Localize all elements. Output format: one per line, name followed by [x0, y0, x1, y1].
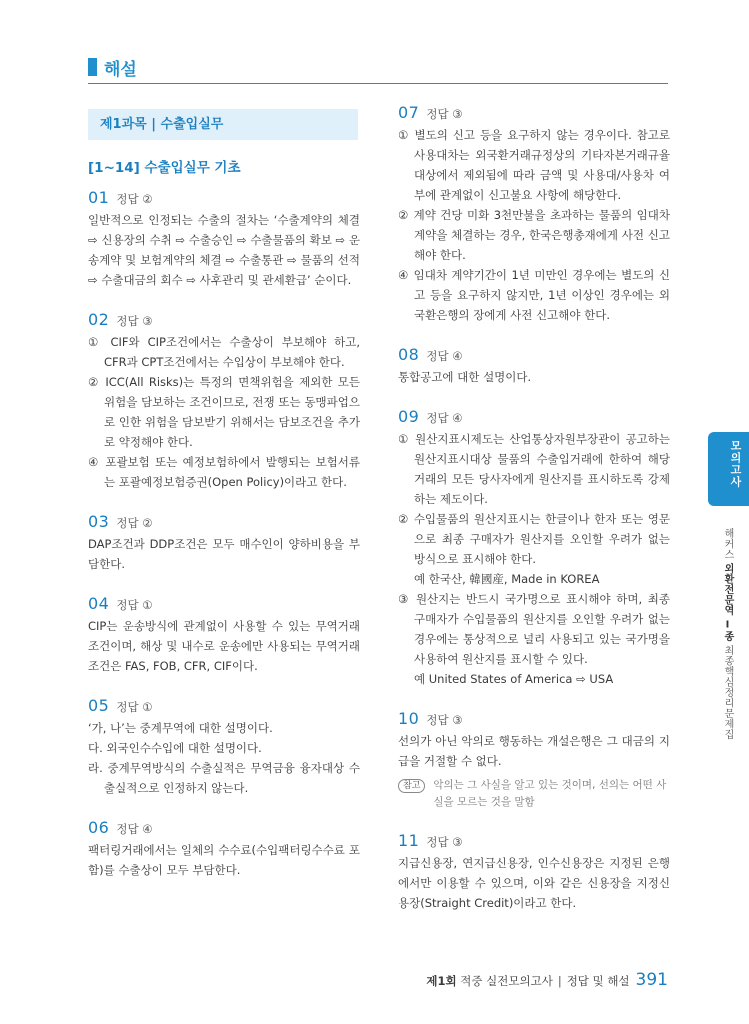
side-book-title — [720, 528, 735, 740]
footer-exam-title: 적중 실전모의고사 — [460, 974, 553, 988]
question-number: 08 — [398, 345, 420, 364]
page-footer — [0, 970, 668, 990]
question-07 — [398, 103, 670, 325]
question-number: 01 — [88, 188, 110, 207]
question-03 — [88, 512, 360, 574]
explanation-item: ④ 포괄보험 또는 예정보험하에서 발행되는 보험서류는 포괄예정보험증권(Open Policy)이라고 한다. — [88, 455, 360, 489]
explanation-text: ‘가, 나’는 중계무역에 대한 설명이다. — [88, 721, 273, 735]
section-header — [88, 54, 668, 84]
question-number: 07 — [398, 103, 420, 122]
explanation-item: ① 원산지표시제도는 산업통상자원부장관이 공고하는 원산지표시대상 물품의 수출입거래에 한하여 해당 거래의 모든 당사자에게 원산지를 표시하도록 강제하는 제도이다. — [398, 432, 670, 506]
side-tab — [708, 432, 749, 506]
question-number: 06 — [88, 818, 110, 837]
question-answer: 정답 ③ — [426, 107, 463, 121]
question-05 — [88, 696, 360, 798]
right-column — [398, 103, 670, 933]
explanation-item: ② ICC(All Risks)는 특정의 면책위험을 제외한 모든 위험을 담보하는 조건이므로, 전쟁 또는 동맹파업으로 인한 위험을 담보받기 위해서는 담보조건을 추가로 약정해야 한다. — [88, 375, 360, 449]
question-06 — [88, 818, 360, 880]
question-02 — [88, 310, 360, 492]
question-11 — [398, 831, 670, 913]
question-answer: 정답 ④ — [426, 411, 463, 425]
reference-note — [398, 777, 670, 811]
side-book-bold: 외환전문역 Ⅰ종 — [722, 563, 733, 642]
example-line: 예 한국산, 韓國産, Made in KOREA — [414, 572, 600, 586]
explanation-item: ④ 임대차 계약기간이 1년 미만인 경우에는 별도의 신고 등을 요구하지 않지만, 1년 이상인 경우에는 외국환은행의 장에게 사전 신고해야 한다. — [398, 268, 670, 322]
footer-round: 제1회 — [426, 974, 457, 988]
question-answer: 정답 ② — [116, 516, 153, 530]
section-box: 제1과목 | 수출입실무 — [88, 109, 358, 140]
header-title: 해설 — [104, 60, 137, 80]
explanation-item: ③ 원산지는 반드시 국가명으로 표시해야 하며, 최종 구매자가 수입물품의 원산지를 오인할 우려가 없는 경우에는 통상적으로 널리 사용되고 있는 국가명을 사용하여 원산지를 표시할 수 있다. — [398, 592, 670, 666]
explanation-text: 선의가 아닌 악의로 행동하는 개설은행은 그 대금의 지급을 거절할 수 없다. — [398, 734, 670, 768]
question-number: 09 — [398, 407, 420, 426]
left-column — [88, 188, 360, 900]
question-01 — [88, 188, 360, 290]
explanation-item: ② 수입물품의 원산지표시는 한글이나 한자 또는 영문으로 최종 구매자가 원산지를 오인할 우려가 없는 방식으로 표시해야 한다. — [398, 512, 670, 566]
footer-section: 정답 및 해설 — [566, 974, 630, 988]
question-number: 04 — [88, 594, 110, 613]
question-answer: 정답 ④ — [116, 822, 153, 836]
explanation-text: 팩터링거래에서는 일체의 수수료(수입팩터링수수료 포함)를 수출상이 모두 부담한다. — [88, 843, 360, 877]
side-tab-label: 모의고사 — [729, 440, 742, 488]
explanation-item: ② 계약 건당 미화 3천만불을 초과하는 물품의 임대차계약을 체결하는 경우, 한국은행총재에게 사전 신고해야 한다. — [398, 208, 670, 262]
question-09 — [398, 407, 670, 689]
explanation-item: ① 별도의 신고 등을 요구하지 않는 경우이다. 참고로 사용대차는 외국환거래규정상의 기타자본거래규율 대상에서 제외됨에 따라 금액 및 사용대/사용차 여부에 관계없이 신고불요 사항에 해당한다. — [398, 128, 670, 202]
question-10 — [398, 709, 670, 811]
note-tag: 참고 — [398, 779, 425, 793]
explanation-text: 일반적으로 인정되는 수출의 절차는 ‘수출계약의 체결 ⇨ 신용장의 수취 ⇨ 수출승인 ⇨ 수출물품의 확보 ⇨ 운송계약 및 보험계약의 체결 ⇨ 수출통관 ⇨ 물품의 선적 ⇨ 수출대금의 회수 ⇨ 사후관리 및 관세환급’ 순이다. — [88, 213, 360, 287]
explanation-text: 지급신용장, 연지급신용장, 인수신용장은 지정된 은행에서만 이용할 수 있으며, 이와 같은 신용장을 지정신용장(Straight Credit)이라고 한다. — [398, 856, 670, 910]
question-answer: 정답 ④ — [426, 349, 463, 363]
question-answer: 정답 ② — [116, 192, 153, 206]
explanation-text: DAP조건과 DDP조건은 모두 매수인이 양하비용을 부담한다. — [88, 537, 360, 571]
question-answer: 정답 ① — [116, 700, 153, 714]
explanation-text: 통합공고에 대한 설명이다. — [398, 370, 532, 384]
question-number: 03 — [88, 512, 110, 531]
subsection-heading: [1~14] 수출입실무 기초 — [88, 160, 241, 176]
explanation-item: ① CIF와 CIP조건에서는 수출상이 부보해야 하고, CFR과 CPT조건에서는 수입상이 부보해야 한다. — [88, 335, 360, 369]
question-number: 11 — [398, 831, 420, 850]
question-04 — [88, 594, 360, 676]
explanation-text: 다. 외국인수수입에 대한 설명이다. — [88, 741, 262, 755]
question-answer: 정답 ③ — [116, 314, 153, 328]
question-number: 10 — [398, 709, 420, 728]
header-bar-marker — [88, 58, 97, 76]
question-number: 05 — [88, 696, 110, 715]
example-line: 예 United States of America ⇨ USA — [414, 672, 614, 686]
footer-separator: | — [557, 974, 562, 988]
side-book-prefix: 해커스 — [722, 528, 733, 564]
question-answer: 정답 ③ — [426, 713, 463, 727]
note-text: 악의는 그 사실을 알고 있는 것이며, 선의는 어떤 사실을 모르는 것을 말함 — [433, 779, 667, 808]
page-number: 391 — [635, 970, 668, 990]
explanation-item: 라. 중계무역방식의 수출실적은 무역금융 융자대상 수출실적으로 인정하지 않는다. — [88, 761, 360, 795]
side-book-suffix: 최종핵심정리문제집 — [722, 641, 733, 740]
question-answer: 정답 ③ — [426, 835, 463, 849]
question-answer: 정답 ① — [116, 598, 153, 612]
question-number: 02 — [88, 310, 110, 329]
question-08 — [398, 345, 670, 387]
explanation-text: CIP는 운송방식에 관계없이 사용할 수 있는 무역거래조건이며, 해상 및 내수로 운송에만 사용되는 무역거래조건은 FAS, FOB, CFR, CIF이다. — [88, 619, 360, 673]
